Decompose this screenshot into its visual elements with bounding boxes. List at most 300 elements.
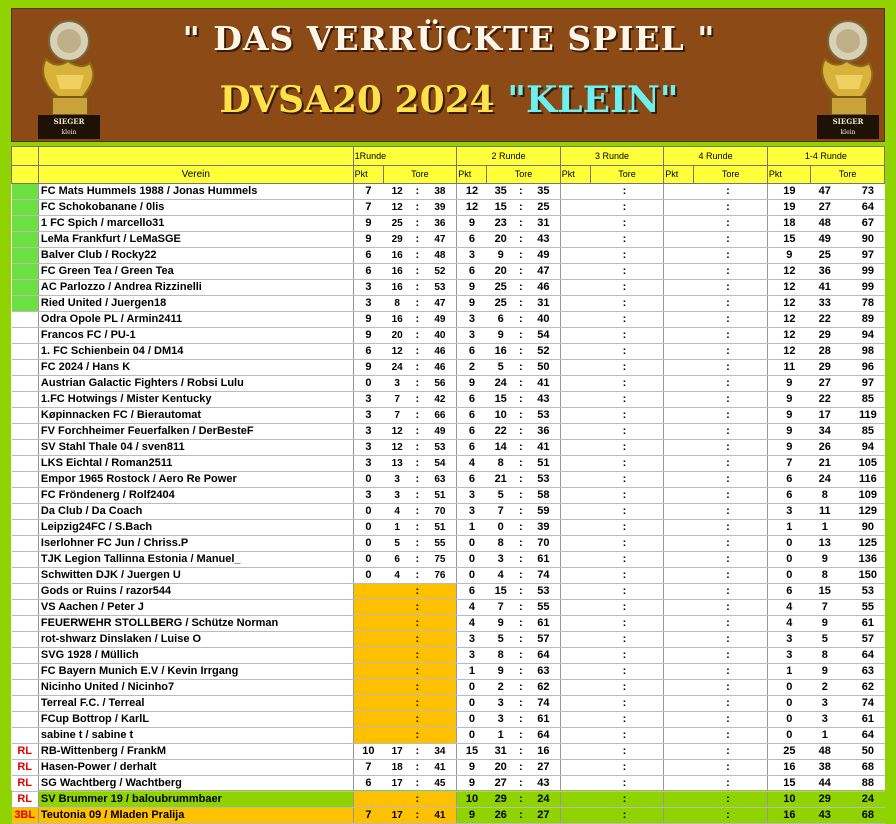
team-name: FC Mats Hummels 1988 / Jonas Hummels: [38, 184, 353, 200]
round2-goal-separator: :: [515, 296, 527, 312]
total-points: 1: [767, 520, 810, 536]
total-goals-against: 90: [851, 520, 884, 536]
round2-goals-for: 7: [487, 600, 515, 616]
total-goals-against: 63: [851, 664, 884, 680]
round4-goals-for: [694, 248, 722, 264]
round1-goals-for: [383, 664, 411, 680]
round2-goal-separator: :: [515, 264, 527, 280]
round3-points: [560, 792, 590, 808]
round2-goal-separator: :: [515, 568, 527, 584]
round4-points: [664, 648, 694, 664]
total-goals-against: 119: [851, 408, 884, 424]
round1-goals-for: 13: [383, 456, 411, 472]
round3-goal-separator: :: [618, 232, 630, 248]
round3-goal-separator: :: [618, 808, 630, 824]
table-row: [12, 520, 885, 536]
round4-points: [664, 568, 694, 584]
total-points: 12: [767, 296, 810, 312]
round1-points: 0: [353, 504, 383, 520]
total-goal-separator: [839, 536, 851, 552]
round3-points: [560, 552, 590, 568]
total-goals-for: 15: [811, 584, 839, 600]
round3-points: [560, 664, 590, 680]
round2-goals-for: 9: [487, 328, 515, 344]
total-points: 9: [767, 408, 810, 424]
round2-goals-against: 16: [527, 744, 560, 760]
round3-goals-for: [590, 344, 618, 360]
round1-goal-separator: :: [411, 504, 423, 520]
round2-goals-for: 20: [487, 232, 515, 248]
round2-goal-separator: :: [515, 280, 527, 296]
round1-points: 7: [353, 808, 383, 824]
round1-points: 7: [353, 760, 383, 776]
round3-goals-for: [590, 584, 618, 600]
round3-goals-against: [631, 584, 664, 600]
round1-goals-for: 16: [383, 264, 411, 280]
round3-goals-against: [631, 744, 664, 760]
total-goals-for: 38: [811, 760, 839, 776]
round3-goals-against: [631, 376, 664, 392]
round2-goals-for: 1: [487, 728, 515, 744]
round4-goal-separator: :: [722, 504, 734, 520]
table-row: [12, 584, 885, 600]
round1-goals-against: 40: [424, 328, 457, 344]
total-points: 0: [767, 568, 810, 584]
round2-points: 2: [457, 360, 487, 376]
row-marker: [12, 648, 39, 664]
header-blank: [12, 166, 39, 184]
round4-goals-against: [734, 488, 767, 504]
table-row: [12, 248, 885, 264]
round2-points: 9: [457, 216, 487, 232]
round1-goals-against: 53: [424, 440, 457, 456]
round4-goal-separator: :: [722, 728, 734, 744]
table-row: [12, 200, 885, 216]
round4-points: [664, 392, 694, 408]
round3-goal-separator: :: [618, 584, 630, 600]
total-goals-against: 99: [851, 264, 884, 280]
round3-goals-against: [631, 776, 664, 792]
row-marker: [12, 488, 39, 504]
round2-goals-for: 24: [487, 376, 515, 392]
table-row: [12, 280, 885, 296]
round4-points: [664, 360, 694, 376]
team-name: SG Wachtberg / Wachtberg: [38, 776, 353, 792]
round4-goals-against: [734, 712, 767, 728]
round4-points: [664, 328, 694, 344]
round4-goals-against: [734, 280, 767, 296]
round1-goals-for: 16: [383, 280, 411, 296]
round4-goals-against: [734, 568, 767, 584]
round2-goal-separator: :: [515, 760, 527, 776]
round4-goal-separator: :: [722, 184, 734, 200]
round4-goals-against: [734, 392, 767, 408]
round2-points: 10: [457, 792, 487, 808]
round2-goals-against: 41: [527, 440, 560, 456]
total-goals-for: 24: [811, 472, 839, 488]
round2-goals-against: 51: [527, 456, 560, 472]
round4-goals-for: [694, 472, 722, 488]
round2-goals-against: 52: [527, 344, 560, 360]
team-name: Gods or Ruins / razor544: [38, 584, 353, 600]
round3-goals-against: [631, 424, 664, 440]
round3-points: [560, 616, 590, 632]
round3-points: [560, 744, 590, 760]
round2-goals-for: 2: [487, 680, 515, 696]
round1-goal-separator: :: [411, 264, 423, 280]
row-marker: [12, 680, 39, 696]
round4-points: [664, 680, 694, 696]
round2-goal-separator: :: [515, 344, 527, 360]
round2-goals-against: 64: [527, 648, 560, 664]
round4-goals-against: [734, 552, 767, 568]
round1-goals-against: 48: [424, 248, 457, 264]
round2-goal-separator: :: [515, 712, 527, 728]
total-goal-separator: [839, 664, 851, 680]
round2-goal-separator: :: [515, 648, 527, 664]
round1-goal-separator: :: [411, 408, 423, 424]
round1-goals-for: 12: [383, 200, 411, 216]
total-goals-against: 94: [851, 440, 884, 456]
round4-goals-against: [734, 472, 767, 488]
total-points: 11: [767, 360, 810, 376]
round2-goals-for: 4: [487, 568, 515, 584]
round3-points: [560, 216, 590, 232]
round3-points: [560, 344, 590, 360]
round4-goals-against: [734, 664, 767, 680]
team-name: Teutonia 09 / Mladen Pralija: [38, 808, 353, 824]
header-pkt: Pkt: [767, 166, 810, 184]
round4-goal-separator: :: [722, 440, 734, 456]
round2-goals-for: 23: [487, 216, 515, 232]
round3-goal-separator: :: [618, 520, 630, 536]
round1-goals-against: 47: [424, 296, 457, 312]
round3-goal-separator: :: [618, 712, 630, 728]
total-goal-separator: [839, 392, 851, 408]
round2-goals-against: 31: [527, 296, 560, 312]
round4-goal-separator: :: [722, 456, 734, 472]
team-name: Terreal F.C. / Terreal: [38, 696, 353, 712]
round4-goal-separator: :: [722, 792, 734, 808]
round4-goals-for: [694, 600, 722, 616]
total-goals-against: 136: [851, 552, 884, 568]
round1-points: [353, 664, 383, 680]
round4-goal-separator: :: [722, 376, 734, 392]
round1-points: 6: [353, 264, 383, 280]
team-name: FV Forchheimer Feuerfalken / DerBesteF: [38, 424, 353, 440]
round4-goals-against: [734, 424, 767, 440]
round4-goals-for: [694, 392, 722, 408]
table-row: [12, 216, 885, 232]
round3-goals-for: [590, 360, 618, 376]
total-goals-for: 43: [811, 808, 839, 824]
team-name: FC Bayern Munich E.V / Kevin Irrgang: [38, 664, 353, 680]
team-name: Schwitten DJK / Juergen U: [38, 568, 353, 584]
round4-goal-separator: :: [722, 488, 734, 504]
round4-goals-against: [734, 264, 767, 280]
row-marker: [12, 408, 39, 424]
round4-goals-against: [734, 680, 767, 696]
row-marker: [12, 264, 39, 280]
round1-goals-for: [383, 600, 411, 616]
round3-goals-for: [590, 808, 618, 824]
round4-goal-separator: :: [722, 808, 734, 824]
round1-points: 9: [353, 328, 383, 344]
team-name: FCup Bottrop / KarlL: [38, 712, 353, 728]
round2-goals-against: 61: [527, 712, 560, 728]
round1-points: 0: [353, 472, 383, 488]
round1-goal-separator: :: [411, 760, 423, 776]
round2-goal-separator: :: [515, 792, 527, 808]
round1-points: 9: [353, 232, 383, 248]
round1-goals-for: [383, 696, 411, 712]
round1-goal-separator: :: [411, 552, 423, 568]
row-marker: [12, 184, 39, 200]
round2-goals-against: 54: [527, 328, 560, 344]
team-name: Iserlohner FC Jun / Chriss.P: [38, 536, 353, 552]
round1-goals-for: 7: [383, 408, 411, 424]
total-points: 12: [767, 280, 810, 296]
round3-goals-for: [590, 232, 618, 248]
row-marker: [12, 344, 39, 360]
total-goals-against: 96: [851, 360, 884, 376]
round2-goal-separator: :: [515, 200, 527, 216]
table-row: [12, 552, 885, 568]
round2-goals-for: 25: [487, 280, 515, 296]
round1-goal-separator: :: [411, 808, 423, 824]
round3-goals-against: [631, 632, 664, 648]
total-goals-against: 97: [851, 248, 884, 264]
round3-goals-against: [631, 344, 664, 360]
round1-goals-against: [424, 664, 457, 680]
header-round-4: 4 Runde: [664, 147, 768, 166]
round2-points: 1: [457, 664, 487, 680]
round4-goals-against: [734, 504, 767, 520]
round4-goals-against: [734, 328, 767, 344]
round3-goal-separator: :: [618, 296, 630, 312]
row-marker: [12, 664, 39, 680]
trophy-plate-left: SIEGER klein: [38, 115, 100, 139]
round1-goals-against: 36: [424, 216, 457, 232]
page-title: " DAS VERRÜCKTE SPIEL ": [182, 19, 716, 58]
row-marker: [12, 712, 39, 728]
round2-goals-for: 8: [487, 648, 515, 664]
round2-goals-for: 15: [487, 392, 515, 408]
round1-goals-against: 54: [424, 456, 457, 472]
round1-goals-for: 29: [383, 232, 411, 248]
round3-goal-separator: :: [618, 728, 630, 744]
total-goals-for: 28: [811, 344, 839, 360]
total-points: 6: [767, 472, 810, 488]
total-goals-for: 29: [811, 792, 839, 808]
round2-goals-against: 43: [527, 232, 560, 248]
table-row: [12, 808, 885, 824]
round1-goals-for: 3: [383, 376, 411, 392]
round4-points: [664, 312, 694, 328]
round3-goals-for: [590, 536, 618, 552]
round4-goals-against: [734, 584, 767, 600]
total-goals-for: 17: [811, 408, 839, 424]
round2-goals-for: 0: [487, 520, 515, 536]
round3-goal-separator: :: [618, 440, 630, 456]
round2-points: 6: [457, 392, 487, 408]
round4-goals-against: [734, 808, 767, 824]
total-goals-against: 105: [851, 456, 884, 472]
round1-goals-against: 53: [424, 280, 457, 296]
row-marker: [12, 232, 39, 248]
round1-goals-for: 24: [383, 360, 411, 376]
row-marker: [12, 536, 39, 552]
round2-goals-against: 39: [527, 520, 560, 536]
round1-goal-separator: :: [411, 216, 423, 232]
round4-points: [664, 792, 694, 808]
round4-goals-for: [694, 280, 722, 296]
table-row: [12, 424, 885, 440]
total-points: 9: [767, 376, 810, 392]
round2-points: 9: [457, 760, 487, 776]
round1-goal-separator: :: [411, 360, 423, 376]
total-goals-against: 73: [851, 184, 884, 200]
round1-points: 3: [353, 296, 383, 312]
table-row: [12, 392, 885, 408]
round1-goals-against: 63: [424, 472, 457, 488]
header-tore: Tore: [590, 166, 664, 184]
round1-goal-separator: :: [411, 536, 423, 552]
total-goal-separator: [839, 408, 851, 424]
round1-goals-for: 12: [383, 184, 411, 200]
table-row: [12, 184, 885, 200]
round2-goals-for: 3: [487, 552, 515, 568]
round4-goals-for: [694, 536, 722, 552]
total-goal-separator: [839, 696, 851, 712]
round1-goals-for: 12: [383, 440, 411, 456]
round4-goals-against: [734, 696, 767, 712]
round3-goal-separator: :: [618, 648, 630, 664]
round1-goals-against: [424, 648, 457, 664]
round3-goal-separator: :: [618, 360, 630, 376]
round4-goal-separator: :: [722, 312, 734, 328]
round4-goals-against: [734, 728, 767, 744]
round1-points: 0: [353, 520, 383, 536]
round3-goals-against: [631, 408, 664, 424]
total-goals-against: 62: [851, 680, 884, 696]
total-goal-separator: [839, 504, 851, 520]
round2-points: 1: [457, 520, 487, 536]
round1-goal-separator: :: [411, 200, 423, 216]
team-name: RB-Wittenberg / FrankM: [38, 744, 353, 760]
round2-points: 0: [457, 680, 487, 696]
round3-goals-against: [631, 296, 664, 312]
round1-goals-against: 52: [424, 264, 457, 280]
round4-goals-for: [694, 696, 722, 712]
round3-goals-for: [590, 456, 618, 472]
round4-points: [664, 760, 694, 776]
team-name: SVG 1928 / Müllich: [38, 648, 353, 664]
round1-goal-separator: :: [411, 680, 423, 696]
round2-goals-for: 3: [487, 696, 515, 712]
round3-goal-separator: :: [618, 760, 630, 776]
total-goals-against: 89: [851, 312, 884, 328]
round1-goal-separator: :: [411, 568, 423, 584]
round1-goals-against: 70: [424, 504, 457, 520]
round4-goal-separator: :: [722, 600, 734, 616]
total-goals-for: 33: [811, 296, 839, 312]
round2-goal-separator: :: [515, 360, 527, 376]
round4-points: [664, 696, 694, 712]
round4-goals-for: [694, 312, 722, 328]
round3-goals-for: [590, 520, 618, 536]
round3-points: [560, 696, 590, 712]
round2-points: 9: [457, 376, 487, 392]
round4-points: [664, 232, 694, 248]
round1-goals-against: [424, 680, 457, 696]
row-marker: RL: [12, 760, 39, 776]
round2-goal-separator: :: [515, 328, 527, 344]
round4-points: [664, 424, 694, 440]
round3-goals-against: [631, 472, 664, 488]
total-points: 12: [767, 328, 810, 344]
round2-goal-separator: :: [515, 664, 527, 680]
round3-points: [560, 376, 590, 392]
total-goals-for: 8: [811, 488, 839, 504]
total-goals-against: 88: [851, 776, 884, 792]
round1-points: [353, 584, 383, 600]
round1-goals-against: 47: [424, 232, 457, 248]
table-row: [12, 568, 885, 584]
round4-goals-against: [734, 456, 767, 472]
round2-goals-against: 55: [527, 600, 560, 616]
total-goal-separator: [839, 744, 851, 760]
row-marker: [12, 248, 39, 264]
round2-goal-separator: :: [515, 632, 527, 648]
round3-goals-against: [631, 648, 664, 664]
round1-goal-separator: :: [411, 520, 423, 536]
total-goals-against: 99: [851, 280, 884, 296]
team-name: Leipzig24FC / S.Bach: [38, 520, 353, 536]
round2-goals-against: 61: [527, 552, 560, 568]
round1-goals-against: [424, 616, 457, 632]
round3-goals-for: [590, 440, 618, 456]
round3-points: [560, 488, 590, 504]
round4-goals-for: [694, 664, 722, 680]
round1-points: 0: [353, 536, 383, 552]
team-name: 1.FC Hotwings / Mister Kentucky: [38, 392, 353, 408]
row-marker: [12, 632, 39, 648]
round4-points: [664, 248, 694, 264]
round1-goal-separator: :: [411, 728, 423, 744]
round3-goal-separator: :: [618, 472, 630, 488]
round1-goal-separator: :: [411, 648, 423, 664]
round1-goals-against: 45: [424, 776, 457, 792]
round4-goals-for: [694, 744, 722, 760]
total-goals-against: 68: [851, 760, 884, 776]
round4-points: [664, 216, 694, 232]
round2-goal-separator: :: [515, 488, 527, 504]
round4-goals-against: [734, 184, 767, 200]
round3-goals-against: [631, 600, 664, 616]
round3-goals-against: [631, 456, 664, 472]
round2-goals-for: 20: [487, 760, 515, 776]
total-points: 16: [767, 808, 810, 824]
total-goals-for: 3: [811, 712, 839, 728]
round4-goals-for: [694, 680, 722, 696]
round3-goals-for: [590, 504, 618, 520]
round3-goal-separator: :: [618, 632, 630, 648]
total-goals-for: 29: [811, 328, 839, 344]
round3-points: [560, 312, 590, 328]
round2-points: 4: [457, 456, 487, 472]
table-row: [12, 600, 885, 616]
